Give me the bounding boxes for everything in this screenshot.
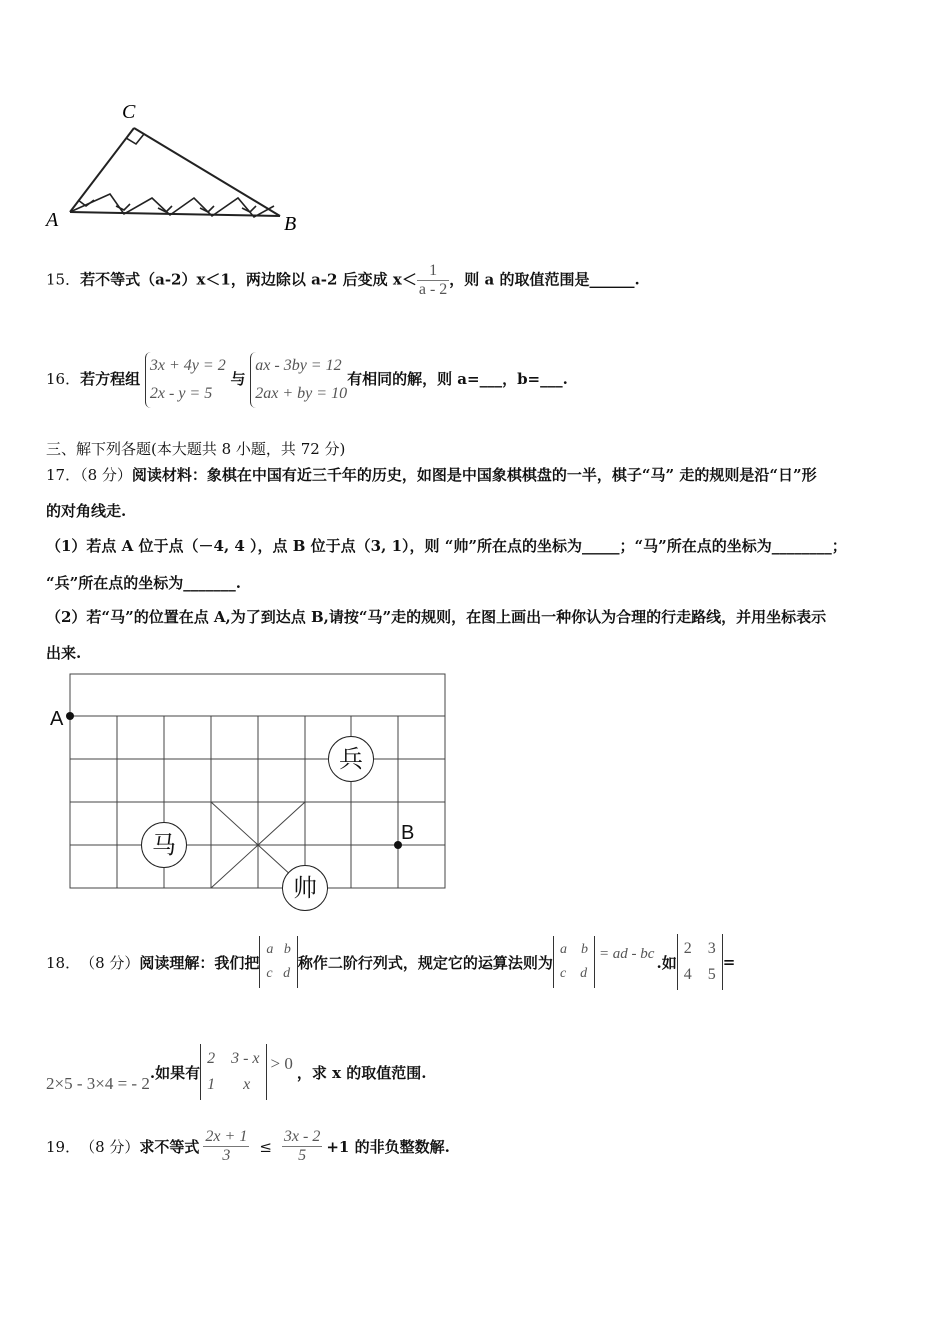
q18-det3 (677, 934, 723, 990)
det-entry: c (266, 966, 273, 981)
q19-frac2-den: 5 (298, 1147, 307, 1164)
q17-number: 17． (46, 466, 81, 484)
q19-text-b: +1 的非负整数解. (326, 1138, 450, 1156)
q16-number: 16． (46, 370, 81, 388)
q19-le: ≤ (259, 1137, 272, 1156)
det-entry: 3 (707, 940, 716, 957)
q19-text-a: 求不等式 (139, 1138, 200, 1156)
q16-suffix: 有相同的解，则 a=___，b=___. (347, 370, 568, 388)
right-angle-mark (158, 206, 172, 212)
det-entry: 2 (207, 1050, 216, 1067)
q15-number: 15． (46, 270, 81, 289)
board-label-a: A (50, 708, 64, 730)
triangle-side-ac (70, 128, 134, 212)
q18-rule: = ad - bc (598, 945, 655, 962)
q19-fraction-2 (282, 1128, 322, 1165)
q18-eq-sign: = (722, 953, 736, 971)
q17-part2-line1: （2）若“马”的位置在点 A,为了到达点 B,请按“马”走的规则，在图上画出一种你认为合理的行走路线，并用坐标表示 (46, 608, 827, 626)
question-18-line1 (46, 934, 735, 990)
triangle-side-cb (134, 128, 280, 216)
q19-score: （8 分） (80, 1138, 140, 1156)
q19-fraction-1 (203, 1128, 249, 1165)
det-entry: 4 (683, 966, 692, 983)
q16-system-1 (145, 352, 226, 408)
q18-text-e: ，求 x 的取值范围. (296, 1063, 427, 1082)
q18-number: 18． (46, 953, 81, 972)
triangle-figure (40, 96, 320, 236)
q18-det4 (200, 1044, 266, 1100)
q16-sys2-eq2: 2ax + by = 10 (255, 385, 348, 402)
q18-text-b: 称作二阶行列式，规定它的运算法则为 (297, 953, 553, 972)
q15-text-a: 若不等式（a-2）x＜1，两边除以 a-2 后变成 x＜ (80, 270, 417, 289)
section-3-heading: 三、解下列各题(本大题共 8 小题，共 72 分) (46, 440, 346, 458)
q15-text-b: ，则 a 的取值范围是______. (449, 270, 640, 289)
triangle-side-ab (70, 212, 280, 216)
q17-part1-line1: （1）若点 A 位于点（－4, 4 ），点 B 位于点（3, 1），则 “帅”所在点的坐标为_____；“马”所在点的坐标为________； (46, 537, 847, 555)
q18-text-c: .如 (656, 953, 677, 972)
question-18-line2 (46, 1044, 426, 1100)
q17-score: （8 分） (80, 466, 132, 484)
det-entry: 1 (207, 1076, 216, 1093)
chess-board (46, 672, 456, 922)
q17-intro-text: 阅读材料：象棋在中国有近三千年的历史，如图是中国象棋棋盘的一半，棋子“马” 走的规则是沿“日”形 (131, 466, 817, 484)
q19-number: 19． (46, 1138, 81, 1156)
label-b: B (284, 213, 297, 235)
point-a (66, 712, 74, 720)
q18-text-d: .如果有 (149, 1063, 201, 1082)
question-16 (46, 352, 568, 408)
det-entry: d (283, 966, 291, 981)
q17-intro-line1 (46, 464, 817, 485)
det-entry: d (580, 966, 588, 981)
question-15 (46, 262, 640, 299)
q15-frac-num: 1 (417, 262, 449, 281)
q18-inequality: > 0 (270, 1054, 293, 1073)
q16-connector: 与 (230, 370, 246, 388)
q18-det2 (553, 936, 595, 988)
q17-part1-line2: “兵”所在点的坐标为_______. (46, 574, 241, 592)
q16-sys1-eq2: 2x - y = 5 (149, 385, 213, 402)
det-entry: a (266, 942, 274, 957)
q15-frac-den: a - 2 (418, 281, 448, 298)
det-entry: 5 (707, 966, 716, 983)
question-19 (46, 1128, 450, 1165)
label-a: A (46, 209, 59, 231)
board-grid (46, 672, 456, 922)
q17-intro-line2: 的对角线走. (46, 502, 127, 520)
q19-frac1-den: 3 (222, 1147, 231, 1164)
q18-score: （8 分） (80, 953, 140, 972)
det-entry: b (580, 942, 588, 957)
q16-system-2 (250, 352, 347, 408)
det-entry: c (559, 966, 567, 981)
det-entry: b (283, 942, 291, 957)
q16-prefix: 若方程组 (80, 370, 141, 388)
q16-sys1-eq1: 3x + 4y = 2 (149, 357, 226, 374)
q17-part2-line2: 出来. (46, 644, 82, 662)
piece-bing: 兵 (328, 736, 374, 782)
label-c: C (122, 101, 136, 123)
q18-example: 2×5 - 3×4 = - 2 (46, 1074, 150, 1093)
det-entry: x (243, 1076, 251, 1093)
board-label-b: B (401, 822, 415, 844)
piece-shuai: 帅 (282, 865, 328, 911)
q15-fraction (417, 262, 449, 299)
det-entry: 2 (683, 940, 692, 957)
q19-frac2-num: 3x - 2 (283, 1128, 321, 1145)
q16-sys2-eq1: ax - 3by = 12 (255, 357, 342, 374)
det-entry: 3 - x (231, 1050, 260, 1067)
piece-ma: 马 (141, 822, 187, 868)
right-angle-mark (242, 206, 256, 212)
det-entry: a (559, 942, 567, 957)
q18-text-a: 阅读理解：我们把 (139, 953, 260, 972)
q19-frac1-num: 2x + 1 (205, 1128, 248, 1145)
q18-det1 (259, 936, 298, 988)
